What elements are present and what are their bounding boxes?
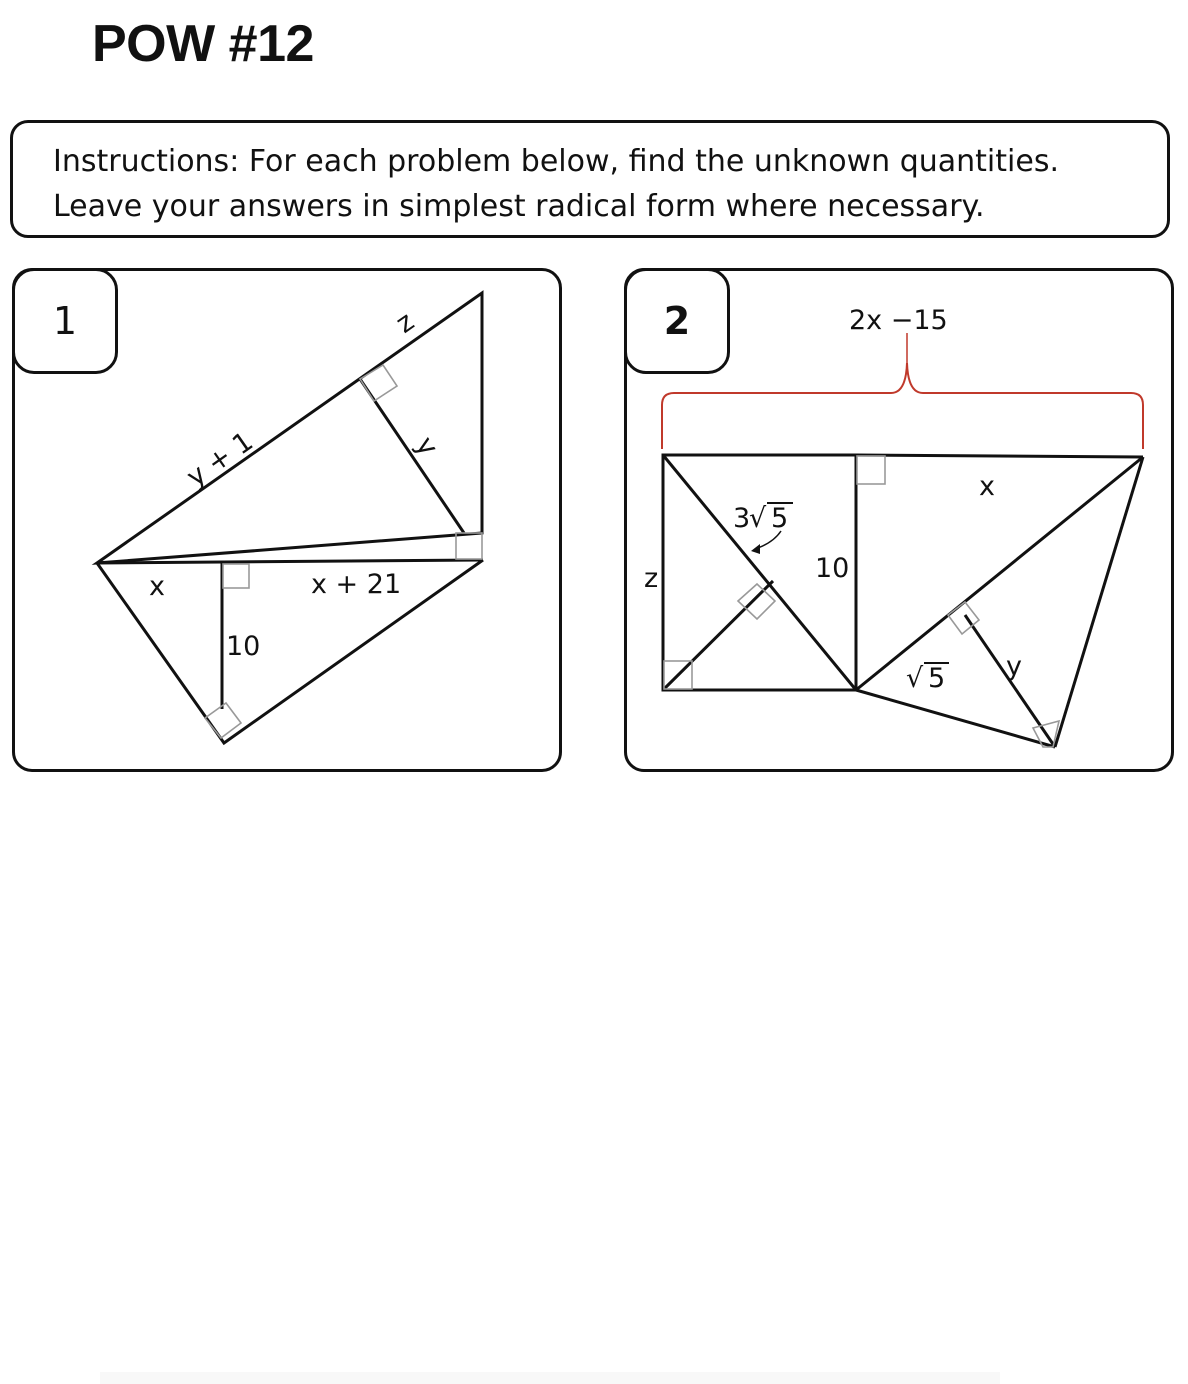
arrow-head (751, 544, 760, 554)
page-title: POW #12 (92, 15, 314, 73)
instructions-text: Instructions: For each problem below, find the unknown quantities. Leave your answers in simplest radical form where necessary. (53, 144, 1059, 224)
right-angle-marker (857, 456, 885, 484)
label-x: x (979, 471, 995, 502)
label-root5-radical: √ (906, 663, 924, 694)
right-angle-marker (456, 533, 482, 559)
diagonal-up (663, 581, 773, 690)
problem-2-panel (624, 268, 1174, 772)
right-angle-marker (360, 365, 397, 401)
top-edge (856, 455, 1143, 457)
label-3root5-coef: 3 (733, 503, 751, 534)
label-3root5-num: 5 (771, 503, 789, 534)
altitude-y (360, 379, 464, 533)
base-line (97, 560, 483, 563)
label-brace: 2x −15 (849, 305, 948, 336)
red-brace (662, 363, 1143, 449)
label-x-plus-21: x + 21 (311, 569, 402, 600)
label-root5-num: 5 (928, 663, 946, 694)
diagonal-to-right (856, 457, 1143, 690)
label-y: y (1006, 651, 1022, 682)
right-angle-marker (223, 564, 249, 588)
label-z: z (644, 563, 659, 594)
problem-1-panel (12, 268, 562, 772)
label-y: y (409, 431, 444, 462)
problem-1-badge: 1 (12, 268, 118, 374)
right-edge (1055, 457, 1143, 747)
label-3root5-radical: √ (749, 503, 767, 534)
label-x: x (149, 571, 165, 602)
label-y-plus-1: y + 1 (181, 425, 259, 494)
large-triangle (97, 293, 482, 563)
label-10: 10 (815, 553, 850, 584)
label-z: z (390, 306, 420, 340)
problem-2-badge: 2 (624, 268, 730, 374)
label-10: 10 (226, 631, 261, 662)
instructions-box (10, 120, 1170, 238)
bottom-divider (100, 1372, 1000, 1384)
right-angle-marker (738, 584, 775, 619)
bottom-slant (856, 690, 1055, 747)
